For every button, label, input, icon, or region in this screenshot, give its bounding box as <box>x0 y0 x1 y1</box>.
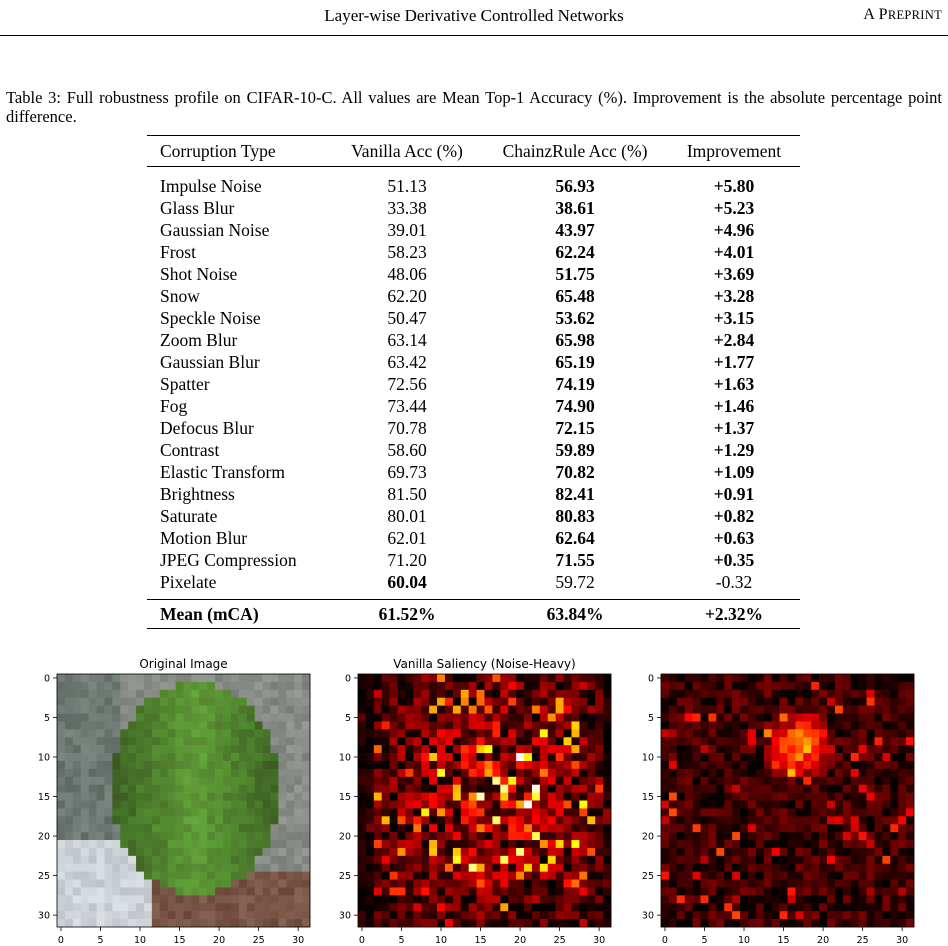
cell-vanilla-acc: 39.01 <box>387 220 427 240</box>
x-tick-label: 0 <box>661 935 668 946</box>
cell-corruption-type: Pixelate <box>160 572 217 592</box>
cell-improvement: +0.91 <box>713 484 755 504</box>
y-tick-label: 0 <box>344 673 351 685</box>
table-row <box>147 329 800 351</box>
col-header-improvement: Improvement <box>686 141 782 161</box>
x-tick-label: 10 <box>133 935 147 946</box>
x-tick-label: 20 <box>514 935 527 946</box>
table-header-row <box>147 136 800 166</box>
y-tick-label: 0 <box>647 673 654 685</box>
table-row <box>147 197 800 219</box>
table-row <box>147 219 800 241</box>
x-tick-label: 10 <box>434 935 448 946</box>
y-tick-label: 5 <box>647 712 654 724</box>
mean-label: Mean (mCA) <box>160 604 259 624</box>
y-tick-label: 10 <box>37 752 50 764</box>
cell-corruption-type: Motion Blur <box>160 528 248 548</box>
x-tick-label: 30 <box>593 935 606 946</box>
cell-improvement: +3.28 <box>713 286 755 306</box>
y-tick-label: 25 <box>37 871 50 883</box>
cell-corruption-type: Contrast <box>160 440 220 460</box>
cell-corruption-type: Defocus Blur <box>160 418 254 438</box>
cell-corruption-type: Elastic Transform <box>160 462 285 482</box>
x-tick-label: 25 <box>856 935 869 946</box>
cell-chainzrule-acc: 65.19 <box>555 352 595 372</box>
cell-corruption-type: Gaussian Noise <box>160 220 270 240</box>
running-title: Layer-wise Derivative Controlled Networks <box>324 6 624 25</box>
table-row <box>147 461 800 483</box>
cell-corruption-type: Zoom Blur <box>160 330 238 350</box>
x-tick-label: 20 <box>817 935 830 946</box>
y-tick-label: 20 <box>37 831 50 843</box>
x-tick-label: 5 <box>701 935 708 946</box>
bottom-rule <box>147 628 800 629</box>
cell-vanilla-acc: 50.47 <box>387 308 427 328</box>
cell-improvement: +1.77 <box>713 352 755 372</box>
x-tick-label: 15 <box>173 935 186 946</box>
cell-vanilla-acc: 72.56 <box>387 374 427 394</box>
table-caption: Table 3: Full robustness profile on CIFAR-10-C. All values are Mean Top-1 Accuracy (%). Improvement is the absolute percentage point difference. <box>6 88 942 126</box>
cell-chainzrule-acc: 51.75 <box>555 264 595 284</box>
y-tick-label: 30 <box>641 910 654 922</box>
cell-improvement: +2.84 <box>713 330 755 350</box>
col-header-chainzrule: ChainzRule Acc (%) <box>502 141 648 161</box>
cell-improvement: +4.01 <box>713 242 755 262</box>
table-row <box>147 527 800 549</box>
cell-vanilla-acc: 70.78 <box>387 418 427 438</box>
cell-corruption-type: Brightness <box>160 484 235 504</box>
x-tick-label: 15 <box>777 935 790 946</box>
table-row <box>147 549 800 571</box>
cell-improvement: +1.37 <box>713 418 755 438</box>
cell-vanilla-acc: 73.44 <box>387 396 427 416</box>
table-row <box>147 307 800 329</box>
table-body <box>147 175 800 593</box>
cell-chainzrule-acc: 62.24 <box>555 242 595 262</box>
y-tick-label: 30 <box>338 910 351 922</box>
cell-improvement: +5.23 <box>713 198 755 218</box>
x-tick-label: 0 <box>358 935 365 946</box>
cell-chainzrule-acc: 38.61 <box>555 198 595 218</box>
cell-vanilla-acc: 33.38 <box>387 198 427 218</box>
y-tick-label: 5 <box>43 712 50 724</box>
cell-corruption-type: Impulse Noise <box>160 176 262 196</box>
cell-chainzrule-acc: 65.48 <box>555 286 595 306</box>
saliency-figure <box>0 648 948 946</box>
table-row <box>147 571 800 593</box>
cell-improvement: +0.63 <box>713 528 755 548</box>
table-row <box>147 417 800 439</box>
cell-vanilla-acc: 62.20 <box>387 286 427 306</box>
original-image <box>57 674 310 927</box>
y-tick-label: 0 <box>43 673 50 685</box>
cell-chainzrule-acc: 65.98 <box>555 330 595 350</box>
cell-chainzrule-acc: 80.83 <box>555 506 595 526</box>
cell-corruption-type: Fog <box>160 396 188 416</box>
table-row <box>147 351 800 373</box>
cell-improvement: +0.82 <box>713 506 755 526</box>
x-tick-label: 20 <box>213 935 226 946</box>
cell-improvement: +1.09 <box>713 462 755 482</box>
col-header-type: Corruption Type <box>160 141 276 161</box>
x-tick-label: 5 <box>97 935 104 946</box>
cell-vanilla-acc: 63.42 <box>387 352 427 372</box>
table-row <box>147 241 800 263</box>
y-tick-label: 5 <box>344 712 351 724</box>
cell-improvement: +5.80 <box>713 176 755 196</box>
table-row <box>147 175 800 197</box>
cell-vanilla-acc: 58.23 <box>387 242 427 262</box>
cell-chainzrule-acc: 59.72 <box>555 572 595 592</box>
table-row-mean <box>147 600 800 628</box>
cell-corruption-type: Speckle Noise <box>160 308 261 328</box>
cell-vanilla-acc: 51.13 <box>387 176 427 196</box>
saliency-map <box>661 674 914 927</box>
y-tick-label: 15 <box>641 792 654 804</box>
cell-improvement: +1.46 <box>713 396 755 416</box>
cell-chainzrule-acc: 72.15 <box>555 418 595 438</box>
table-row <box>147 483 800 505</box>
robustness-table <box>147 135 800 629</box>
cell-chainzrule-acc: 53.62 <box>555 308 595 328</box>
cell-vanilla-acc: 81.50 <box>387 484 427 504</box>
col-header-vanilla: Vanilla Acc (%) <box>351 141 463 161</box>
running-header <box>0 6 948 28</box>
cell-chainzrule-acc: 70.82 <box>555 462 595 482</box>
x-tick-label: 0 <box>57 935 64 946</box>
cell-vanilla-acc: 48.06 <box>387 264 427 284</box>
y-tick-label: 20 <box>641 831 654 843</box>
panel-title: Original Image <box>139 657 228 671</box>
cell-corruption-type: Frost <box>160 242 196 262</box>
cell-improvement: +0.35 <box>713 550 755 570</box>
cell-chainzrule-acc: 56.93 <box>555 176 595 196</box>
cell-vanilla-acc: 71.20 <box>387 550 427 570</box>
y-tick-label: 25 <box>641 871 654 883</box>
x-tick-label: 5 <box>398 935 405 946</box>
cell-improvement: +1.29 <box>713 440 755 460</box>
y-tick-label: 25 <box>338 871 351 883</box>
cell-vanilla-acc: 60.04 <box>387 572 427 592</box>
cell-corruption-type: Snow <box>160 286 200 306</box>
cell-improvement: +1.63 <box>713 374 755 394</box>
mean-vanilla: 61.52% <box>378 604 436 624</box>
y-tick-label: 20 <box>338 831 351 843</box>
x-tick-label: 30 <box>896 935 909 946</box>
cell-chainzrule-acc: 74.90 <box>555 396 595 416</box>
cell-improvement: +4.96 <box>713 220 755 240</box>
table-row <box>147 263 800 285</box>
cell-vanilla-acc: 58.60 <box>387 440 427 460</box>
header-rule <box>0 35 948 36</box>
y-tick-label: 10 <box>641 752 654 764</box>
saliency-map <box>358 674 611 927</box>
cell-improvement: -0.32 <box>715 572 753 592</box>
cell-vanilla-acc: 69.73 <box>387 462 427 482</box>
cell-vanilla-acc: 63.14 <box>387 330 427 350</box>
y-tick-label: 15 <box>338 792 351 804</box>
table-row <box>147 285 800 307</box>
preprint-label: A PREPRINT <box>863 6 942 23</box>
cell-chainzrule-acc: 71.55 <box>555 550 595 570</box>
y-tick-label: 10 <box>338 752 351 764</box>
panel-title: Vanilla Saliency (Noise-Heavy) <box>393 657 576 671</box>
table-row <box>147 505 800 527</box>
cell-corruption-type: Gaussian Blur <box>160 352 260 372</box>
cell-chainzrule-acc: 62.64 <box>555 528 595 548</box>
mean-chainzrule: 63.84% <box>546 604 604 624</box>
cell-corruption-type: JPEG Compression <box>160 550 297 570</box>
cell-chainzrule-acc: 74.19 <box>555 374 595 394</box>
table-row <box>147 439 800 461</box>
x-tick-label: 25 <box>252 935 265 946</box>
cell-corruption-type: Glass Blur <box>160 198 235 218</box>
x-tick-label: 30 <box>292 935 305 946</box>
cell-chainzrule-acc: 59.89 <box>555 440 595 460</box>
cell-corruption-type: Saturate <box>160 506 218 526</box>
cell-corruption-type: Shot Noise <box>160 264 238 284</box>
cell-improvement: +3.69 <box>713 264 755 284</box>
table-row <box>147 373 800 395</box>
y-tick-label: 15 <box>37 792 50 804</box>
mean-improvement: +2.32% <box>704 604 764 624</box>
cell-improvement: +3.15 <box>713 308 755 328</box>
cell-chainzrule-acc: 82.41 <box>555 484 595 504</box>
cell-vanilla-acc: 62.01 <box>387 528 427 548</box>
x-tick-label: 25 <box>553 935 566 946</box>
x-tick-label: 10 <box>737 935 751 946</box>
x-tick-label: 15 <box>474 935 487 946</box>
cell-corruption-type: Spatter <box>160 374 210 394</box>
y-tick-label: 30 <box>37 910 50 922</box>
cell-chainzrule-acc: 43.97 <box>555 220 595 240</box>
table-row <box>147 395 800 417</box>
cell-vanilla-acc: 80.01 <box>387 506 427 526</box>
